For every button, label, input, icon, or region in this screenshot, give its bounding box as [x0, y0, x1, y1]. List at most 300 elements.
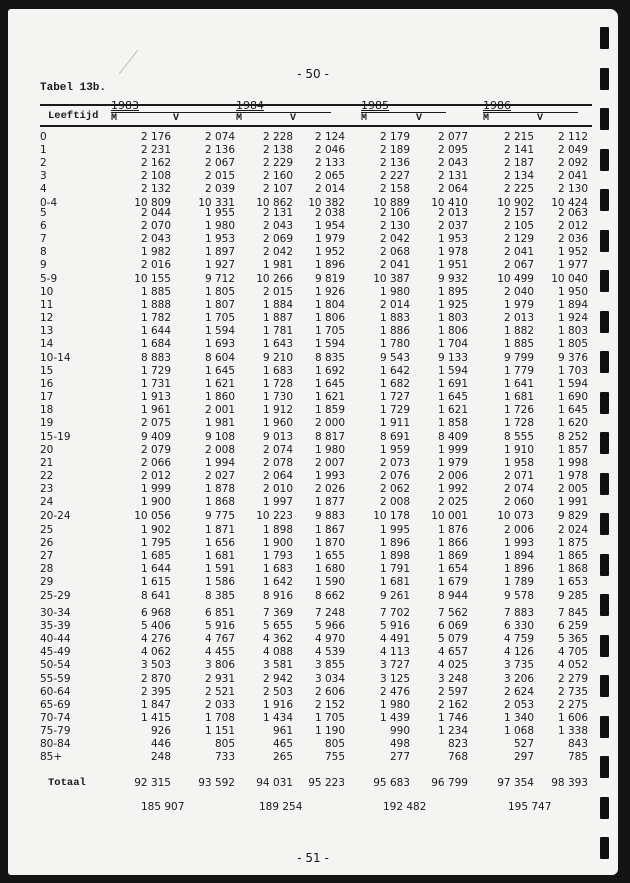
- value-cell: 2 033: [204, 698, 235, 711]
- value-cell: 1 690: [557, 391, 588, 404]
- age-cell: 20-24: [40, 509, 71, 522]
- age-cell: 5-9: [40, 272, 58, 285]
- age-cell: 15-19: [40, 430, 71, 443]
- year-label: 1985: [361, 99, 389, 112]
- value-cell: 2 129: [503, 233, 534, 246]
- value-cell: 6 069: [437, 620, 468, 633]
- table-row: [8, 170, 618, 183]
- value-cell: 2 152: [314, 698, 345, 711]
- age-cell: 13: [40, 325, 54, 338]
- value-cell: 1 703: [557, 365, 588, 377]
- value-cell: 1 645: [557, 404, 588, 417]
- value-cell: 4 539: [314, 646, 345, 659]
- binding-hole: [600, 675, 609, 697]
- value-cell: 1 877: [314, 496, 345, 509]
- value-cell: 1 910: [503, 444, 534, 456]
- binding-hole: [600, 68, 609, 90]
- value-cell: 1 982: [140, 246, 171, 259]
- value-cell: 1 586: [204, 576, 235, 589]
- value-cell: 10 266: [256, 272, 293, 285]
- value-cell: 2 039: [204, 183, 235, 196]
- table-row: [8, 738, 618, 751]
- value-cell: 10 382: [308, 196, 345, 209]
- value-cell: 7 702: [379, 607, 410, 619]
- value-cell: 4 759: [503, 633, 534, 646]
- value-cell: 7 845: [557, 607, 588, 619]
- value-cell: 1 705: [204, 312, 235, 325]
- value-cell: 10 040: [551, 272, 588, 285]
- value-cell: 9 883: [314, 509, 345, 522]
- value-cell: 2 275: [557, 698, 588, 711]
- grand-total-1986: 195 747: [508, 801, 552, 813]
- value-cell: 4 088: [262, 646, 293, 659]
- value-cell: 1 068: [503, 724, 534, 737]
- age-cell: 25-29: [40, 589, 71, 602]
- table-row: [8, 352, 618, 365]
- value-cell: 2 160: [262, 170, 293, 183]
- value-cell: 4 455: [204, 646, 235, 659]
- binding-hole: [600, 270, 609, 292]
- value-cell: 1 884: [262, 299, 293, 312]
- value-cell: 2 130: [379, 220, 410, 233]
- value-cell: 265: [272, 751, 293, 764]
- value-cell: 1 805: [557, 338, 588, 351]
- table-row: [8, 686, 618, 699]
- table-row: [8, 391, 618, 404]
- age-cell: 6: [40, 220, 47, 233]
- value-cell: 1 999: [437, 444, 468, 456]
- value-cell: 2 006: [437, 470, 468, 483]
- total-1984-v: 95 223: [308, 777, 345, 789]
- value-cell: 1 615: [140, 576, 171, 589]
- value-cell: 2 231: [140, 144, 171, 157]
- age-cell: 12: [40, 312, 54, 325]
- year-rule: [483, 112, 578, 113]
- value-cell: 2 228: [262, 131, 293, 143]
- age-cell: 2: [40, 157, 47, 170]
- value-cell: 2 215: [503, 131, 534, 143]
- value-cell: 6 259: [557, 620, 588, 633]
- value-cell: 1 642: [262, 576, 293, 589]
- col-m: M: [236, 113, 243, 124]
- value-cell: 2 069: [262, 233, 293, 246]
- value-cell: 2 076: [379, 470, 410, 483]
- value-cell: 2 046: [314, 144, 345, 157]
- value-cell: 6 968: [140, 607, 171, 619]
- value-cell: 2 158: [379, 183, 410, 196]
- table-row: [8, 273, 618, 286]
- value-cell: 1 980: [379, 698, 410, 711]
- value-cell: 1 644: [140, 563, 171, 576]
- value-cell: 9 819: [314, 272, 345, 285]
- value-cell: 2 179: [379, 131, 410, 143]
- age-cell: 14: [40, 338, 54, 351]
- age-cell: 26: [40, 537, 54, 550]
- value-cell: 2 187: [503, 157, 534, 170]
- value-cell: 9 932: [437, 272, 468, 285]
- value-cell: 1 693: [204, 338, 235, 351]
- value-cell: 2 049: [557, 144, 588, 157]
- value-cell: 10 499: [497, 272, 534, 285]
- value-cell: 1 731: [140, 378, 171, 391]
- value-cell: 1 978: [437, 246, 468, 259]
- value-cell: 8 691: [379, 430, 410, 443]
- value-cell: 1 645: [437, 391, 468, 404]
- value-cell: 2 227: [379, 170, 410, 183]
- value-cell: 2 000: [314, 417, 345, 430]
- value-cell: 2 016: [140, 259, 171, 272]
- value-cell: 2 141: [503, 144, 534, 157]
- value-cell: 8 252: [557, 430, 588, 443]
- value-cell: 1 704: [437, 338, 468, 351]
- binding-hole: [600, 351, 609, 373]
- value-cell: 1 606: [557, 711, 588, 724]
- value-cell: 2 106: [379, 207, 410, 219]
- value-cell: 2 176: [140, 131, 171, 143]
- value-cell: 1 871: [204, 524, 235, 536]
- value-cell: 8 555: [503, 430, 534, 443]
- value-cell: 1 681: [503, 391, 534, 404]
- age-cell: 4: [40, 183, 47, 196]
- value-cell: 2 095: [437, 144, 468, 157]
- table-row: [8, 131, 618, 144]
- value-cell: 1 680: [314, 563, 345, 576]
- value-cell: 2 037: [437, 220, 468, 233]
- value-cell: 2 053: [503, 698, 534, 711]
- binding-hole: [600, 716, 609, 738]
- value-cell: 2 229: [262, 157, 293, 170]
- value-cell: 9 133: [437, 351, 468, 364]
- table-row: [8, 338, 618, 351]
- value-cell: 5 966: [314, 620, 345, 633]
- value-cell: 8 662: [314, 589, 345, 602]
- value-cell: 2 025: [437, 496, 468, 509]
- value-cell: 2 136: [204, 144, 235, 157]
- value-cell: 1 927: [204, 259, 235, 272]
- value-cell: 805: [214, 738, 235, 750]
- value-cell: 1 705: [314, 325, 345, 338]
- table-row: [8, 620, 618, 633]
- value-cell: 1 645: [204, 365, 235, 377]
- value-cell: 2 026: [314, 483, 345, 496]
- value-cell: 9 210: [262, 351, 293, 364]
- age-cell: 29: [40, 576, 54, 589]
- value-cell: 1 911: [379, 417, 410, 430]
- value-cell: 1 682: [379, 378, 410, 391]
- value-cell: 10 889: [373, 196, 410, 209]
- age-cell: 1: [40, 144, 47, 157]
- value-cell: 2 043: [437, 157, 468, 170]
- binding-hole: [600, 797, 609, 819]
- value-cell: 2 005: [557, 483, 588, 496]
- value-cell: 2 870: [140, 672, 171, 685]
- value-cell: 5 655: [262, 620, 293, 633]
- year-rule: [361, 112, 446, 113]
- table-row: [8, 712, 618, 725]
- value-cell: 2 008: [379, 496, 410, 509]
- value-cell: 2 041: [557, 170, 588, 183]
- age-cell: 65-69: [40, 698, 71, 711]
- table-row: [8, 576, 618, 589]
- value-cell: 1 728: [262, 378, 293, 391]
- value-cell: 3 125: [379, 672, 410, 685]
- value-cell: 1 894: [503, 550, 534, 563]
- value-cell: 1 900: [262, 537, 293, 550]
- table-header-rule: [40, 125, 592, 127]
- value-cell: 1 978: [557, 470, 588, 483]
- value-cell: 1 896: [314, 259, 345, 272]
- value-cell: 2 074: [204, 131, 235, 143]
- grand-total-1985: 192 482: [383, 801, 427, 813]
- value-cell: 785: [567, 751, 588, 764]
- col-m: M: [361, 113, 368, 124]
- value-cell: 2 189: [379, 144, 410, 157]
- value-cell: 1 876: [437, 524, 468, 536]
- value-cell: 1 913: [140, 391, 171, 404]
- value-cell: 1 338: [557, 724, 588, 737]
- table-row: [8, 673, 618, 686]
- value-cell: 1 679: [437, 576, 468, 589]
- value-cell: 2 067: [503, 259, 534, 272]
- value-cell: 1 896: [503, 563, 534, 576]
- value-cell: 2 013: [437, 207, 468, 219]
- value-cell: 1 681: [204, 550, 235, 563]
- binding-hole: [600, 513, 609, 535]
- value-cell: 1 894: [557, 299, 588, 312]
- value-cell: 1 992: [437, 483, 468, 496]
- value-cell: 1 789: [503, 576, 534, 589]
- value-cell: 8 604: [204, 351, 235, 364]
- value-cell: 1 439: [379, 711, 410, 724]
- value-cell: 1 590: [314, 576, 345, 589]
- total-1985-v: 96 799: [431, 777, 468, 789]
- table-row: [8, 496, 618, 509]
- col-m: M: [483, 113, 490, 124]
- table-row: [8, 404, 618, 417]
- value-cell: 2 012: [140, 470, 171, 483]
- value-cell: 5 079: [437, 633, 468, 646]
- table-row: [8, 646, 618, 659]
- value-cell: 1 960: [262, 417, 293, 430]
- value-cell: 8 641: [140, 589, 171, 602]
- value-cell: 1 979: [437, 457, 468, 470]
- value-cell: 10 424: [551, 196, 588, 209]
- value-cell: 2 624: [503, 685, 534, 698]
- value-cell: 1 656: [204, 537, 235, 550]
- value-cell: 1 803: [437, 312, 468, 325]
- value-cell: 1 234: [437, 724, 468, 737]
- binding-hole: [600, 756, 609, 778]
- value-cell: 9 261: [379, 589, 410, 602]
- binding-hole: [600, 432, 609, 454]
- value-cell: 2 015: [262, 286, 293, 298]
- binding-hole: [600, 230, 609, 252]
- binding-holes: [600, 9, 610, 875]
- binding-hole: [600, 311, 609, 333]
- value-cell: 990: [389, 724, 410, 737]
- age-cell: 21: [40, 457, 54, 470]
- table-row: [8, 457, 618, 470]
- total-1986-m: 97 354: [497, 777, 534, 789]
- value-cell: 1 806: [314, 312, 345, 325]
- value-cell: 5 406: [140, 620, 171, 633]
- value-cell: 2 942: [262, 672, 293, 685]
- value-cell: 2 131: [262, 207, 293, 219]
- value-cell: 10 387: [373, 272, 410, 285]
- totals-row: [8, 776, 618, 790]
- value-cell: 10 862: [256, 196, 293, 209]
- table-row: [8, 431, 618, 444]
- table-row: [8, 659, 618, 672]
- value-cell: 2 008: [204, 444, 235, 456]
- value-cell: 1 685: [140, 550, 171, 563]
- value-cell: 5 365: [557, 633, 588, 646]
- table-row: [8, 365, 618, 378]
- value-cell: 1 878: [204, 483, 235, 496]
- age-cell: 28: [40, 563, 54, 576]
- age-cell: 11: [40, 299, 54, 312]
- value-cell: 1 898: [379, 550, 410, 563]
- age-cell: 7: [40, 233, 47, 246]
- value-cell: 2 133: [314, 157, 345, 170]
- age-cell: 45-49: [40, 646, 71, 659]
- binding-hole: [600, 149, 609, 171]
- age-cell: 10: [40, 286, 54, 298]
- value-cell: 3 727: [379, 659, 410, 672]
- value-cell: 2 038: [314, 207, 345, 219]
- value-cell: 3 735: [503, 659, 534, 672]
- year-rule: [236, 112, 331, 113]
- value-cell: 1 959: [379, 444, 410, 456]
- value-cell: 2 027: [204, 470, 235, 483]
- value-cell: 2 043: [140, 233, 171, 246]
- value-cell: 2 014: [379, 299, 410, 312]
- page-number-bottom: - 51 -: [297, 851, 329, 865]
- value-cell: 2 040: [503, 286, 534, 298]
- value-cell: 1 875: [557, 537, 588, 550]
- value-cell: 10 809: [134, 196, 171, 209]
- value-cell: 8 409: [437, 430, 468, 443]
- year-header-1985: [361, 99, 481, 125]
- year-label: 1984: [236, 99, 264, 112]
- table-row: [8, 483, 618, 496]
- value-cell: 2 068: [379, 246, 410, 259]
- binding-hole: [600, 837, 609, 859]
- value-cell: 5 916: [379, 620, 410, 633]
- value-cell: 10 073: [497, 509, 534, 522]
- value-cell: 1 953: [437, 233, 468, 246]
- value-cell: 2 014: [314, 183, 345, 196]
- value-cell: 2 012: [557, 220, 588, 233]
- value-cell: 10 001: [431, 509, 468, 522]
- total-1983-m: 92 315: [134, 777, 171, 789]
- total-1983-v: 93 592: [198, 777, 235, 789]
- value-cell: 1 900: [140, 496, 171, 509]
- value-cell: 1 795: [140, 537, 171, 550]
- value-cell: 2 013: [503, 312, 534, 325]
- value-cell: 1 847: [140, 698, 171, 711]
- value-cell: 1 883: [379, 312, 410, 325]
- value-cell: 1 643: [262, 338, 293, 351]
- age-cell: 80-84: [40, 738, 71, 750]
- value-cell: 8 817: [314, 430, 345, 443]
- value-cell: 6 851: [204, 607, 235, 619]
- binding-hole: [600, 635, 609, 657]
- value-cell: 2 077: [437, 131, 468, 143]
- age-cell: 17: [40, 391, 54, 404]
- year-header-1984: [236, 99, 356, 125]
- value-cell: 3 206: [503, 672, 534, 685]
- value-cell: 2 225: [503, 183, 534, 196]
- value-cell: 1 591: [204, 563, 235, 576]
- value-cell: 843: [567, 738, 588, 750]
- value-cell: 1 594: [437, 365, 468, 377]
- value-cell: 2 503: [262, 685, 293, 698]
- value-cell: 1 980: [204, 220, 235, 233]
- value-cell: 768: [447, 751, 468, 764]
- value-cell: 1 781: [262, 325, 293, 338]
- age-cell: 60-64: [40, 685, 71, 698]
- value-cell: 1 683: [262, 563, 293, 576]
- col-v: V: [173, 113, 180, 124]
- value-cell: 9 775: [204, 509, 235, 522]
- value-cell: 1 866: [437, 537, 468, 550]
- value-cell: 4 705: [557, 646, 588, 659]
- value-cell: 1 791: [379, 563, 410, 576]
- value-cell: 1 961: [140, 404, 171, 417]
- table-row: [8, 751, 618, 764]
- value-cell: 10 056: [134, 509, 171, 522]
- value-cell: 10 331: [198, 196, 235, 209]
- value-cell: 1 870: [314, 537, 345, 550]
- value-cell: 1 952: [557, 246, 588, 259]
- row-header-label: Leeftijd: [48, 110, 99, 122]
- value-cell: 2 041: [379, 259, 410, 272]
- value-cell: 9 285: [557, 589, 588, 602]
- value-cell: 2 067: [204, 157, 235, 170]
- age-cell: 75-79: [40, 724, 71, 737]
- col-v: V: [290, 113, 297, 124]
- value-cell: 1 954: [314, 220, 345, 233]
- table-row: [8, 563, 618, 576]
- table-row: [8, 286, 618, 299]
- age-cell: 10-14: [40, 351, 71, 364]
- value-cell: 1 895: [437, 286, 468, 298]
- value-cell: 1 951: [437, 259, 468, 272]
- table-row: [8, 259, 618, 272]
- value-cell: 10 902: [497, 196, 534, 209]
- value-cell: 2 476: [379, 685, 410, 698]
- value-cell: 1 434: [262, 711, 293, 724]
- value-cell: 7 883: [503, 607, 534, 619]
- value-cell: 4 657: [437, 646, 468, 659]
- table-row: [8, 607, 618, 620]
- table-row: [8, 470, 618, 483]
- value-cell: 1 979: [503, 299, 534, 312]
- age-cell: 18: [40, 404, 54, 417]
- age-cell: 35-39: [40, 620, 71, 633]
- value-cell: 1 926: [314, 286, 345, 298]
- value-cell: 10 178: [373, 509, 410, 522]
- value-cell: 1 952: [314, 246, 345, 259]
- binding-hole: [600, 554, 609, 576]
- value-cell: 2 074: [503, 483, 534, 496]
- value-cell: 2 162: [140, 157, 171, 170]
- value-cell: 1 885: [503, 338, 534, 351]
- value-cell: 465: [272, 738, 293, 750]
- value-cell: 2 134: [503, 170, 534, 183]
- age-cell: 8: [40, 246, 47, 259]
